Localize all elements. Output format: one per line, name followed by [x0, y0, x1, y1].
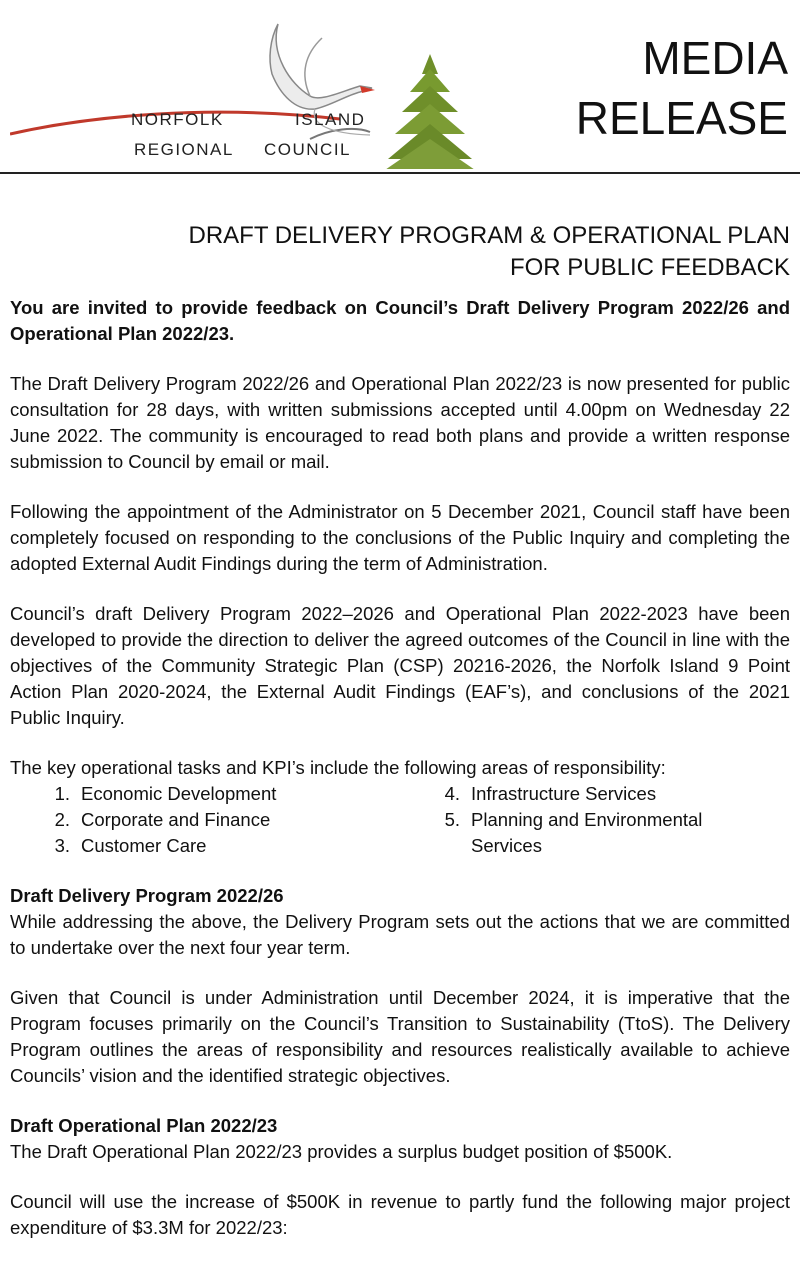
- list-item-text: Corporate and Finance: [81, 809, 271, 830]
- plans-paragraph: Council’s draft Delivery Program 2022–2026 and Operational Plan 2022-2023 have been developed to provide the direction to deliver the agreed outcomes of the Council in line with the objectives of the Community Strategic Plan (CSP) 20216-2026, the Norfolk Island 9 Point Action Plan 2020-2024, the External Audit Findings (EAF’s), and conclusions of the 2021 Public Inquiry.: [10, 603, 790, 728]
- norfolk-pine-icon: [382, 54, 478, 169]
- responsibility-list-right: [400, 781, 790, 859]
- brand-word-regional: REGIONAL: [134, 140, 234, 159]
- brand-word-island: ISLAND: [295, 110, 366, 129]
- release-title-line2: FOR PUBLIC FEEDBACK: [509, 254, 790, 281]
- list-item: [10, 781, 400, 807]
- media-title-line1: MEDIA: [642, 32, 788, 84]
- responsibility-list-left: [10, 781, 400, 859]
- list-item-text: Planning and Environmental Services: [471, 809, 703, 856]
- operational-paragraph-1: The Draft Operational Plan 2022/23 provides a surplus budget position of $500K.: [10, 1141, 673, 1162]
- list-item-number: 1.: [54, 783, 70, 804]
- delivery-paragraph-1: While addressing the above, the Delivery Program sets out the actions that we are committed to undertake over the next four year term.: [10, 911, 790, 958]
- media-release-title: [576, 28, 788, 148]
- brand-word-council: COUNCIL: [264, 140, 352, 159]
- operational-paragraph-2: Council will use the increase of $500K in revenue to partly fund the following major project expenditure of $3.3M for 2022/23:: [10, 1191, 790, 1238]
- administrator-paragraph: Following the appointment of the Administrator on 5 December 2021, Council staff have been completely focused on responding to the conclusions of the Public Inquiry and completing the adopted External Audit Findings during the term of Administration.: [10, 501, 790, 574]
- release-title: [189, 220, 791, 284]
- logo-graphic: [10, 14, 510, 169]
- lead-paragraph: You are invited to provide feedback on Council’s Draft Delivery Program 2022/26 and Operational Plan 2022/23.: [10, 297, 790, 344]
- release-body: [10, 295, 790, 1265]
- header: [0, 0, 800, 175]
- list-item-text: Infrastructure Services: [471, 783, 657, 804]
- list-item-text: Customer Care: [81, 835, 207, 856]
- list-item: [400, 807, 790, 859]
- list-item: [400, 781, 790, 807]
- responsibility-list: [10, 781, 790, 859]
- media-title-line2: RELEASE: [575, 92, 788, 144]
- kpi-intro-paragraph: The key operational tasks and KPI’s include the following areas of responsibility:: [10, 757, 666, 778]
- list-item-number: 2.: [54, 809, 70, 830]
- list-item: [10, 833, 400, 859]
- consultation-paragraph: The Draft Delivery Program 2022/26 and Operational Plan 2022/23 is now presented for public consultation for 28 days, with written submissions accepted until 4.00pm on Wednesday 22 June 2022. The community is encouraged to read both plans and provide a written response submission to Council by email or mail.: [10, 373, 790, 472]
- delivery-program-heading: Draft Delivery Program 2022/26: [10, 885, 284, 906]
- brand-word-norfolk: NORFOLK: [131, 110, 224, 129]
- list-item-number: 4.: [444, 783, 460, 804]
- list-item-number: 3.: [54, 835, 70, 856]
- list-item-number: 5.: [444, 809, 460, 830]
- header-divider: [0, 172, 800, 174]
- operational-plan-heading: Draft Operational Plan 2022/23: [10, 1115, 278, 1136]
- list-item: [10, 807, 400, 833]
- council-logo: [10, 14, 510, 169]
- delivery-paragraph-2: Given that Council is under Administration until December 2024, it is imperative that the Program focuses primarily on the Council’s Transition to Sustainability (TtoS). The Delivery Program outlines the areas of responsibility and resources realistically available to achieve Councils’ vision and the identified strategic objectives.: [10, 987, 790, 1086]
- list-item-text: Economic Development: [81, 783, 277, 804]
- release-title-line1: DRAFT DELIVERY PROGRAM & OPERATIONAL PLAN: [188, 222, 790, 249]
